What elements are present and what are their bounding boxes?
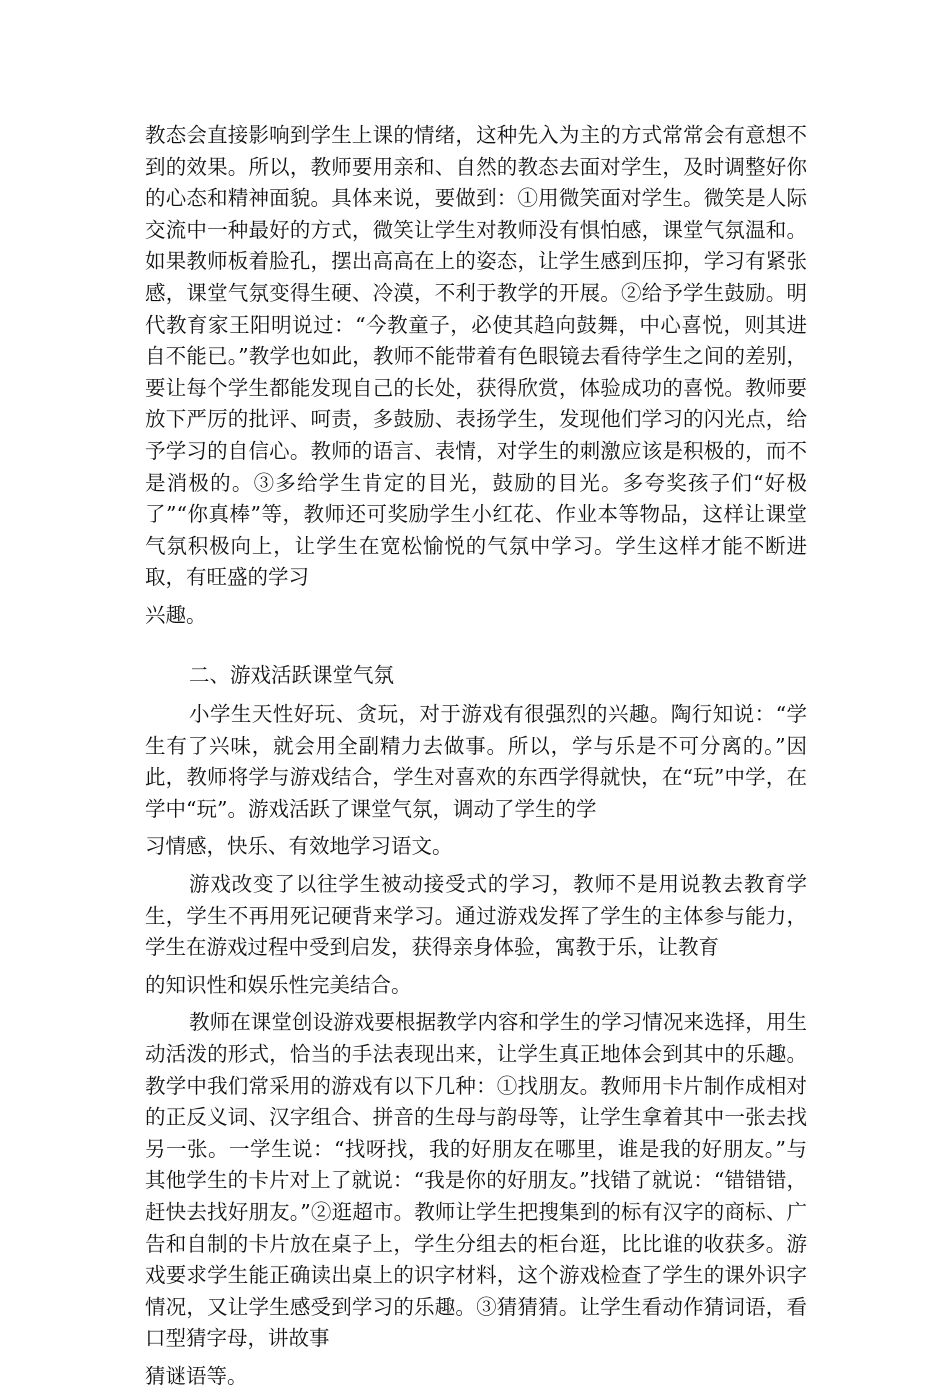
paragraph-games-change: 游戏改变了以往学生被动接受式的学习，教师不是用说教去教育学生，学生不再用死记硬背来学习。通过游戏发挥了学生的主体参与能力，学生在游戏过程中受到启发，获得亲身体验，寓教于乐，让教育 <box>145 872 807 960</box>
paragraph-games-interest-tail: 习情感，快乐、有效地学习语文。 <box>145 834 453 859</box>
document-page <box>145 120 807 1393</box>
paragraph-games-interest: 小学生天性好玩、贪玩，对于游戏有很强烈的兴趣。陶行知说：“学生有了兴味，就会用全副精力去做事。所以，学与乐是不可分离的。”因此，教师将学与游戏结合，学生对喜欢的东西学得就快，在“玩”中学，在学中“玩”。游戏活跃了课堂气氛，调动了学生的学 <box>145 702 807 821</box>
paragraph-games-change-tail: 的知识性和娱乐性完美结合。 <box>145 972 412 997</box>
paragraph-teaching-attitude-tail: 兴趣。 <box>145 602 207 627</box>
paragraph-games-types-tail: 猜谜语等。 <box>145 1363 248 1388</box>
section-heading: 二、游戏活跃课堂气氛 <box>189 662 394 687</box>
paragraph-teaching-attitude: 教态会直接影响到学生上课的情绪，这种先入为主的方式常常会有意想不到的效果。所以，教师要用亲和、自然的教态去面对学生，及时调整好你的心态和精神面貌。具体来说，要做到：①用微笑面对学生。微笑是人际交流中一种最好的方式，微笑让学生对教师没有惧怕感，课堂气氛温和。如果教师板着脸孔，摆出高高在上的姿态，让学生感到压抑，学习有紧张感，课堂气氛变得生硬、冷漠，不利于教学的开展。②给予学生鼓励。明代教育家王阳明说过：“今教童子，必使其趋向鼓舞，中心喜悦，则其进自不能已。”教学也如此，教师不能带着有色眼镜去看待学生之间的差别，要让每个学生都能发现自己的长处，获得欣赏，体验成功的喜悦。教师要放下严厉的批评、呵责，多鼓励、表扬学生，发现他们学习的闪光点，给予学习的自信心。教师的语言、表情，对学生的刺激应该是积极的，而不是消极的。③多给学生肯定的目光，鼓励的目光。多夸奖孩子们“好极了”“你真棒”等，教师还可奖励学生小红花、作业本等物品，这样让课堂气氛积极向上，让学生在宽松愉悦的气氛中学习。学生这样才能不断进取，有旺盛的学习 <box>145 123 807 590</box>
paragraph-games-types: 教师在课堂创设游戏要根据教学内容和学生的学习情况来选择，用生动活泼的形式，恰当的手法表现出来，让学生真正地体会到其中的乐趣。教学中我们常采用的游戏有以下几种：①找朋友。教师用卡片制作成相对的正反义词、汉字组合、拼音的生母与韵母等，让学生拿着其中一张去找另一张。一学生说：“找呀找，我的好朋友在哪里，谁是我的好朋友。”与其他学生的卡片对上了就说：“我是你的好朋友。”找错了就说：“错错错，赶快去找好朋友。”②逛超市。教师让学生把搜集到的标有汉字的商标、广告和自制的卡片放在桌子上，学生分组去的柜台逛，比比谁的收获多。游戏要求学生能正确读出桌上的识字材料，这个游戏检查了学生的课外识字情况，又让学生感受到学习的乐趣。③猜猜猜。让学生看动作猜词语，看口型猜字母，讲故事 <box>145 1010 807 1351</box>
